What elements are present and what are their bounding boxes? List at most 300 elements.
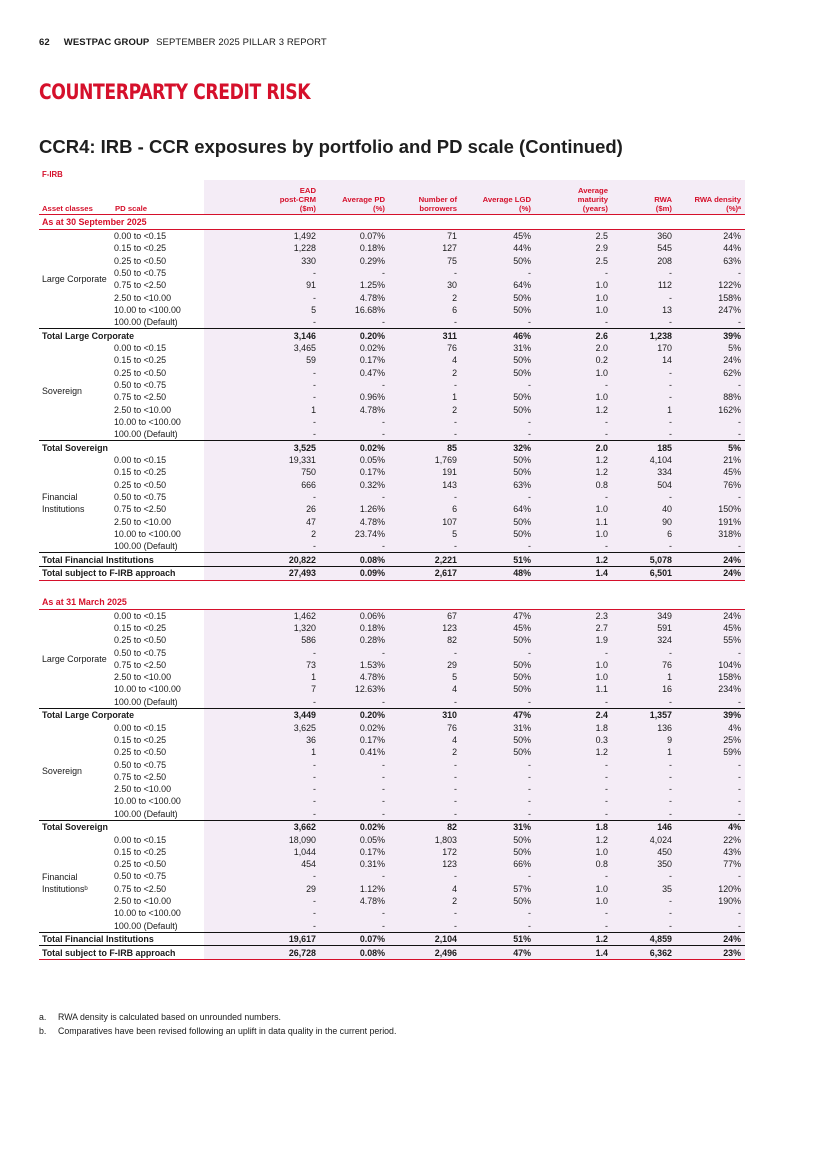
value-cell: - bbox=[535, 783, 612, 795]
value-cell: 2 bbox=[389, 367, 461, 379]
pd-scale-cell: 100.00 (Default) bbox=[114, 541, 178, 552]
table-row bbox=[39, 466, 745, 478]
value-cell: - bbox=[204, 491, 320, 503]
total-row bbox=[39, 441, 745, 454]
value-cell: 1.1 bbox=[535, 683, 612, 695]
value-cell: 50% bbox=[461, 671, 535, 683]
table-row bbox=[39, 528, 745, 540]
value-cell: 50% bbox=[461, 304, 535, 316]
period-label: As at 30 September 2025 bbox=[39, 215, 745, 230]
asset-class-label: Sovereign bbox=[42, 386, 82, 397]
grand-total-row bbox=[39, 946, 745, 960]
value-cell: - bbox=[612, 379, 676, 391]
value-cell: 50% bbox=[461, 367, 535, 379]
value-cell: 330 bbox=[204, 255, 320, 267]
value-cell: - bbox=[204, 783, 320, 795]
value-cell: - bbox=[612, 758, 676, 770]
value-cell: - bbox=[389, 920, 461, 933]
table-row bbox=[39, 428, 745, 441]
value-cell: - bbox=[676, 783, 745, 795]
value-cell: 22% bbox=[676, 833, 745, 845]
pd-scale-cell: 0.50 to <0.75 bbox=[114, 380, 167, 390]
pd-scale-cell: 0.50 to <0.75 bbox=[114, 268, 167, 279]
table-row bbox=[39, 671, 745, 683]
value-cell: 123 bbox=[389, 858, 461, 870]
value-cell: - bbox=[389, 771, 461, 783]
total-value-cell: 20,822 bbox=[204, 553, 320, 567]
value-cell: 50% bbox=[461, 846, 535, 858]
value-cell: - bbox=[204, 920, 320, 933]
value-cell: - bbox=[676, 920, 745, 933]
col-maturity: Average maturity (years) bbox=[535, 180, 612, 215]
value-cell: - bbox=[676, 267, 745, 279]
value-cell: - bbox=[612, 808, 676, 821]
value-cell: - bbox=[461, 646, 535, 658]
total-value-cell: 3,449 bbox=[204, 708, 320, 721]
value-cell: - bbox=[535, 771, 612, 783]
period-row bbox=[39, 215, 745, 230]
value-cell: 0.32% bbox=[320, 479, 389, 491]
value-cell: - bbox=[612, 895, 676, 907]
value-cell: - bbox=[612, 267, 676, 279]
value-cell: - bbox=[204, 391, 320, 403]
value-cell: - bbox=[535, 379, 612, 391]
value-cell: 36 bbox=[204, 734, 320, 746]
value-cell: 450 bbox=[612, 846, 676, 858]
total-value-cell: 24% bbox=[676, 553, 745, 567]
total-value-cell: 5,078 bbox=[612, 553, 676, 567]
value-cell: - bbox=[612, 870, 676, 882]
value-cell: 43% bbox=[676, 846, 745, 858]
pd-scale-cell: 0.25 to <0.50 bbox=[114, 747, 167, 758]
value-cell: 1.25% bbox=[320, 279, 389, 291]
table-row bbox=[39, 634, 745, 646]
value-cell: - bbox=[535, 758, 612, 770]
value-cell: 586 bbox=[204, 634, 320, 646]
value-cell: 1,769 bbox=[389, 454, 461, 466]
value-cell: 2 bbox=[389, 403, 461, 415]
value-cell: 191 bbox=[389, 466, 461, 478]
value-cell: - bbox=[461, 379, 535, 391]
total-row bbox=[39, 708, 745, 721]
value-cell: 40 bbox=[612, 503, 676, 515]
value-cell: 122% bbox=[676, 279, 745, 291]
grand-total-value-cell: 1.4 bbox=[535, 946, 612, 960]
grand-total-value-cell: 24% bbox=[676, 566, 745, 580]
pd-scale-cell: 0.50 to <0.75 bbox=[114, 759, 167, 770]
pd-scale-cell: 0.25 to <0.50 bbox=[114, 859, 167, 870]
value-cell: 1.2 bbox=[535, 833, 612, 845]
table-row bbox=[39, 895, 745, 907]
value-cell: 76% bbox=[676, 479, 745, 491]
value-cell: 5 bbox=[204, 304, 320, 316]
total-value-cell: 19,617 bbox=[204, 932, 320, 946]
total-value-cell: 1.2 bbox=[535, 553, 612, 567]
value-cell: - bbox=[389, 416, 461, 428]
value-cell: 208 bbox=[612, 255, 676, 267]
value-cell: 0.02% bbox=[320, 721, 389, 733]
value-cell: - bbox=[389, 491, 461, 503]
table-row bbox=[39, 403, 745, 415]
value-cell: - bbox=[204, 907, 320, 919]
value-cell: - bbox=[612, 771, 676, 783]
value-cell: 349 bbox=[612, 609, 676, 622]
value-cell: 1.0 bbox=[535, 659, 612, 671]
total-row bbox=[39, 932, 745, 946]
value-cell: 75 bbox=[389, 255, 461, 267]
value-cell: 71 bbox=[389, 230, 461, 243]
pd-scale-cell: 0.00 to <0.15 bbox=[114, 610, 167, 621]
value-cell: - bbox=[535, 428, 612, 441]
value-cell: 59 bbox=[204, 354, 320, 366]
value-cell: 0.18% bbox=[320, 622, 389, 634]
value-cell: 82 bbox=[389, 634, 461, 646]
value-cell: - bbox=[612, 795, 676, 807]
value-cell: - bbox=[535, 491, 612, 503]
pd-scale-cell: 0.15 to <0.25 bbox=[114, 846, 167, 857]
grand-total-value-cell: 48% bbox=[461, 566, 535, 580]
value-cell: 4 bbox=[389, 734, 461, 746]
table-row bbox=[39, 479, 745, 491]
table-row bbox=[39, 734, 745, 746]
value-cell: - bbox=[535, 920, 612, 933]
value-cell: - bbox=[320, 870, 389, 882]
table-row bbox=[39, 540, 745, 553]
value-cell: 0.02% bbox=[320, 342, 389, 354]
grand-total-label: Total subject to F-IRB approach bbox=[39, 566, 204, 580]
pd-scale-cell: 0.75 to <2.50 bbox=[114, 504, 167, 515]
value-cell: 1 bbox=[612, 746, 676, 758]
value-cell: 136 bbox=[612, 721, 676, 733]
col-rwa-density: RWA density (%)ᵃ bbox=[676, 180, 745, 215]
value-cell: - bbox=[612, 316, 676, 329]
value-cell: - bbox=[676, 907, 745, 919]
value-cell: 1.2 bbox=[535, 403, 612, 415]
value-cell: - bbox=[676, 379, 745, 391]
value-cell: - bbox=[676, 758, 745, 770]
page-number: 62 bbox=[39, 37, 50, 48]
value-cell: 1,803 bbox=[389, 833, 461, 845]
value-cell: 1 bbox=[204, 746, 320, 758]
value-cell: 29 bbox=[204, 883, 320, 895]
value-cell: 73 bbox=[204, 659, 320, 671]
value-cell: - bbox=[320, 771, 389, 783]
table-row bbox=[39, 907, 745, 919]
value-cell: 44% bbox=[676, 242, 745, 254]
value-cell: 1.0 bbox=[535, 279, 612, 291]
value-cell: - bbox=[461, 316, 535, 329]
value-cell: 47% bbox=[461, 609, 535, 622]
value-cell: - bbox=[389, 540, 461, 553]
value-cell: 0.2 bbox=[535, 354, 612, 366]
value-cell: 1.2 bbox=[535, 746, 612, 758]
pd-scale-cell: 0.00 to <0.15 bbox=[114, 231, 167, 242]
value-cell: - bbox=[389, 428, 461, 441]
value-cell: - bbox=[320, 379, 389, 391]
value-cell: 45% bbox=[676, 622, 745, 634]
value-cell: 0.17% bbox=[320, 466, 389, 478]
value-cell: 1,320 bbox=[204, 622, 320, 634]
value-cell: 26 bbox=[204, 503, 320, 515]
grand-total-value-cell: 1.4 bbox=[535, 566, 612, 580]
value-cell: - bbox=[461, 267, 535, 279]
value-cell: 2 bbox=[389, 746, 461, 758]
value-cell: 247% bbox=[676, 304, 745, 316]
value-cell: 76 bbox=[612, 659, 676, 671]
value-cell: - bbox=[461, 920, 535, 933]
value-cell: - bbox=[204, 795, 320, 807]
value-cell: - bbox=[204, 379, 320, 391]
pd-scale-cell: 0.75 to <2.50 bbox=[114, 771, 167, 782]
total-value-cell: 310 bbox=[389, 708, 461, 721]
value-cell: 1.8 bbox=[535, 721, 612, 733]
table-row bbox=[39, 491, 745, 503]
value-cell: 162% bbox=[676, 403, 745, 415]
value-cell: 50% bbox=[461, 833, 535, 845]
pd-scale-cell: 100.00 (Default) bbox=[114, 920, 178, 931]
value-cell: 4 bbox=[389, 683, 461, 695]
value-cell: 1.0 bbox=[535, 895, 612, 907]
value-cell: 1 bbox=[204, 671, 320, 683]
pd-scale-cell: 0.50 to <0.75 bbox=[114, 871, 167, 882]
value-cell: 9 bbox=[612, 734, 676, 746]
value-cell: 1.26% bbox=[320, 503, 389, 515]
value-cell: 91 bbox=[204, 279, 320, 291]
col-pd-scale: PD scale bbox=[112, 180, 204, 215]
value-cell: 4 bbox=[389, 354, 461, 366]
value-cell: 63% bbox=[676, 255, 745, 267]
value-cell: - bbox=[204, 367, 320, 379]
value-cell: 45% bbox=[461, 230, 535, 243]
value-cell: 0.05% bbox=[320, 454, 389, 466]
value-cell: 1.2 bbox=[535, 454, 612, 466]
value-cell: 545 bbox=[612, 242, 676, 254]
value-cell: - bbox=[461, 428, 535, 441]
value-cell: 1.0 bbox=[535, 528, 612, 540]
value-cell: - bbox=[320, 428, 389, 441]
value-cell: 1.0 bbox=[535, 291, 612, 303]
value-cell: 2.7 bbox=[535, 622, 612, 634]
value-cell: 50% bbox=[461, 391, 535, 403]
value-cell: - bbox=[461, 870, 535, 882]
value-cell: 23.74% bbox=[320, 528, 389, 540]
approach-label: F-IRB bbox=[42, 170, 63, 179]
spacer-cell bbox=[39, 580, 745, 595]
value-cell: - bbox=[612, 783, 676, 795]
table-row bbox=[39, 833, 745, 845]
value-cell: 2 bbox=[204, 528, 320, 540]
value-cell: 5 bbox=[389, 671, 461, 683]
value-cell: 5% bbox=[676, 342, 745, 354]
asset-class-label: Sovereign bbox=[42, 765, 82, 776]
value-cell: 0.17% bbox=[320, 734, 389, 746]
spacer-row bbox=[39, 580, 745, 595]
value-cell: 76 bbox=[389, 342, 461, 354]
grand-total-value-cell: 0.09% bbox=[320, 566, 389, 580]
value-cell: 1.2 bbox=[535, 466, 612, 478]
value-cell: 1.0 bbox=[535, 671, 612, 683]
value-cell: - bbox=[612, 416, 676, 428]
value-cell: 50% bbox=[461, 354, 535, 366]
value-cell: - bbox=[204, 540, 320, 553]
value-cell: 55% bbox=[676, 634, 745, 646]
grand-total-value-cell: 6,362 bbox=[612, 946, 676, 960]
table-row bbox=[39, 291, 745, 303]
total-value-cell: 1,238 bbox=[612, 329, 676, 342]
table-row bbox=[39, 683, 745, 695]
value-cell: 158% bbox=[676, 291, 745, 303]
value-cell: 1 bbox=[389, 391, 461, 403]
total-row bbox=[39, 553, 745, 567]
value-cell: - bbox=[320, 491, 389, 503]
total-value-cell: 82 bbox=[389, 820, 461, 833]
value-cell: 6 bbox=[389, 503, 461, 515]
value-cell: 67 bbox=[389, 609, 461, 622]
total-value-cell: 39% bbox=[676, 329, 745, 342]
value-cell: 1.53% bbox=[320, 659, 389, 671]
pd-scale-cell: 0.75 to <2.50 bbox=[114, 659, 167, 670]
grand-total-label: Total subject to F-IRB approach bbox=[39, 946, 204, 960]
total-value-cell: 31% bbox=[461, 820, 535, 833]
grand-total-value-cell: 0.08% bbox=[320, 946, 389, 960]
value-cell: - bbox=[612, 291, 676, 303]
value-cell: 170 bbox=[612, 342, 676, 354]
total-value-cell: 51% bbox=[461, 553, 535, 567]
total-row bbox=[39, 329, 745, 342]
value-cell: 50% bbox=[461, 895, 535, 907]
table-row bbox=[39, 858, 745, 870]
value-cell: - bbox=[204, 758, 320, 770]
col-borrowers: Number of borrowers bbox=[389, 180, 461, 215]
pd-scale-cell: 10.00 to <100.00 bbox=[114, 908, 181, 919]
total-label: Total Financial Institutions bbox=[39, 553, 204, 567]
value-cell: 6 bbox=[612, 528, 676, 540]
pd-scale-cell: 2.50 to <10.00 bbox=[114, 784, 171, 795]
pd-scale-cell: 0.25 to <0.50 bbox=[114, 479, 167, 490]
value-cell: 50% bbox=[461, 634, 535, 646]
value-cell: - bbox=[204, 291, 320, 303]
total-label: Total Financial Institutions bbox=[39, 932, 204, 946]
grand-total-value-cell: 6,501 bbox=[612, 566, 676, 580]
table-row bbox=[39, 230, 745, 243]
table-row bbox=[39, 696, 745, 709]
value-cell: - bbox=[535, 267, 612, 279]
total-value-cell: 4,859 bbox=[612, 932, 676, 946]
value-cell: 4.78% bbox=[320, 403, 389, 415]
grand-total-value-cell: 27,493 bbox=[204, 566, 320, 580]
table-row bbox=[39, 367, 745, 379]
value-cell: 76 bbox=[389, 721, 461, 733]
value-cell: 1,492 bbox=[204, 230, 320, 243]
total-value-cell: 46% bbox=[461, 329, 535, 342]
value-cell: 50% bbox=[461, 734, 535, 746]
table-row bbox=[39, 870, 745, 882]
value-cell: 64% bbox=[461, 503, 535, 515]
value-cell: 50% bbox=[461, 255, 535, 267]
value-cell: 13 bbox=[612, 304, 676, 316]
value-cell: - bbox=[676, 870, 745, 882]
asset-class-label: Large Corporate bbox=[42, 653, 107, 664]
value-cell: - bbox=[676, 795, 745, 807]
value-cell: - bbox=[676, 646, 745, 658]
value-cell: 123 bbox=[389, 622, 461, 634]
value-cell: - bbox=[204, 316, 320, 329]
value-cell: 1.1 bbox=[535, 515, 612, 527]
value-cell: 4.78% bbox=[320, 291, 389, 303]
table-row bbox=[39, 354, 745, 366]
table-row bbox=[39, 454, 745, 466]
pd-scale-cell: 0.00 to <0.15 bbox=[114, 834, 167, 845]
footnote-a: a. RWA density is calculated based on unrounded numbers. bbox=[39, 1012, 281, 1022]
value-cell: - bbox=[320, 316, 389, 329]
value-cell: - bbox=[204, 771, 320, 783]
total-value-cell: 1.8 bbox=[535, 820, 612, 833]
table-row bbox=[39, 920, 745, 933]
value-cell: 3,465 bbox=[204, 342, 320, 354]
value-cell: - bbox=[612, 367, 676, 379]
total-value-cell: 3,146 bbox=[204, 329, 320, 342]
value-cell: 50% bbox=[461, 454, 535, 466]
value-cell: - bbox=[612, 540, 676, 553]
value-cell: - bbox=[676, 316, 745, 329]
value-cell: 57% bbox=[461, 883, 535, 895]
value-cell: 0.96% bbox=[320, 391, 389, 403]
value-cell: 1,044 bbox=[204, 846, 320, 858]
value-cell: 19,331 bbox=[204, 454, 320, 466]
value-cell: 45% bbox=[676, 466, 745, 478]
value-cell: - bbox=[535, 696, 612, 709]
pd-scale-cell: 10.00 to <100.00 bbox=[114, 684, 181, 695]
value-cell: - bbox=[535, 646, 612, 658]
value-cell: 750 bbox=[204, 466, 320, 478]
table-row bbox=[39, 659, 745, 671]
pd-scale-cell: 0.25 to <0.50 bbox=[114, 367, 167, 378]
value-cell: - bbox=[320, 416, 389, 428]
value-cell: 234% bbox=[676, 683, 745, 695]
total-value-cell: 1.2 bbox=[535, 932, 612, 946]
value-cell: 2 bbox=[389, 291, 461, 303]
value-cell: 2.0 bbox=[535, 342, 612, 354]
pd-scale-cell: 0.50 to <0.75 bbox=[114, 647, 167, 658]
value-cell: - bbox=[676, 808, 745, 821]
total-value-cell: 3,525 bbox=[204, 441, 320, 454]
value-cell: 158% bbox=[676, 671, 745, 683]
value-cell: 191% bbox=[676, 515, 745, 527]
value-cell: 31% bbox=[461, 721, 535, 733]
table-row bbox=[39, 846, 745, 858]
value-cell: 16 bbox=[612, 683, 676, 695]
value-cell: - bbox=[676, 416, 745, 428]
value-cell: - bbox=[320, 907, 389, 919]
value-cell: 0.17% bbox=[320, 846, 389, 858]
total-value-cell: 311 bbox=[389, 329, 461, 342]
value-cell: 0.8 bbox=[535, 858, 612, 870]
value-cell: 77% bbox=[676, 858, 745, 870]
value-cell: 0.31% bbox=[320, 858, 389, 870]
value-cell: - bbox=[320, 920, 389, 933]
pd-scale-cell: 0.75 to <2.50 bbox=[114, 883, 167, 894]
value-cell: - bbox=[535, 907, 612, 919]
value-cell: - bbox=[389, 808, 461, 821]
total-value-cell: 2.0 bbox=[535, 441, 612, 454]
value-cell: 2.3 bbox=[535, 609, 612, 622]
value-cell: 1.0 bbox=[535, 503, 612, 515]
total-value-cell: 39% bbox=[676, 708, 745, 721]
table-row bbox=[39, 609, 745, 622]
total-label: Total Large Corporate bbox=[39, 329, 204, 342]
section-title: COUNTERPARTY CREDIT RISK bbox=[39, 80, 311, 104]
value-cell: 47 bbox=[204, 515, 320, 527]
